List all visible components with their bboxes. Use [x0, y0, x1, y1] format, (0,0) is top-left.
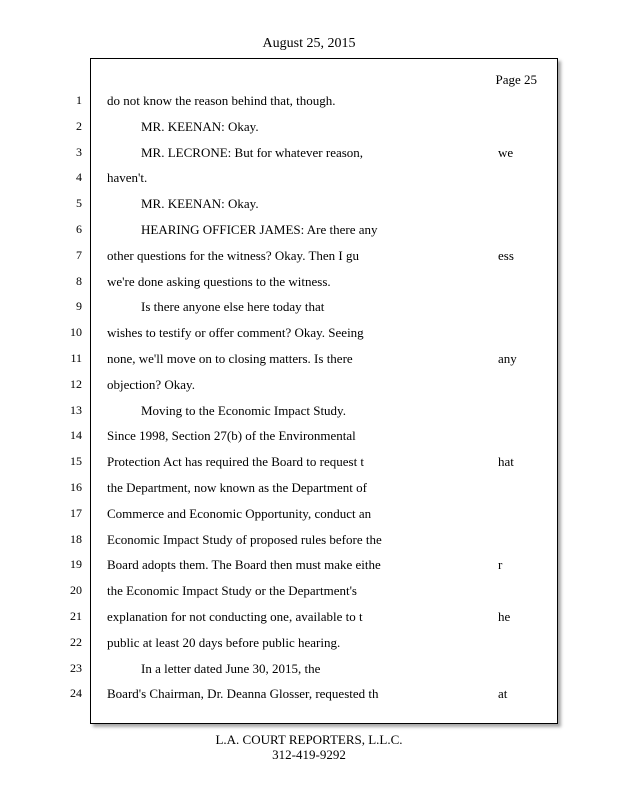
- line-text: Protection Act has required the Board to request t: [107, 454, 365, 470]
- line-number: 19: [70, 557, 82, 572]
- line-text: Commerce and Economic Opportunity, conduct an: [107, 505, 372, 521]
- line-text: other questions for the witness? Okay. Then I gu: [107, 247, 360, 263]
- line-text: Board adopts them. The Board then must make eithe: [107, 557, 381, 573]
- transcript-line: [107, 656, 537, 682]
- transcript-line: [107, 552, 537, 578]
- line-text: do not know the reason behind that, though.: [107, 93, 336, 108]
- line-text: Moving to the Economic Impact Study.: [141, 402, 346, 418]
- transcript-line: [107, 217, 537, 243]
- line-number: 8: [76, 273, 82, 288]
- transcript-line: [107, 140, 537, 166]
- line-text: wishes to testify or offer comment? Okay. Seeing: [107, 325, 364, 341]
- line-number: 15: [70, 454, 82, 469]
- line-number: 22: [70, 634, 82, 649]
- line-text: Since 1998, Section 27(b) of the Environmental: [107, 428, 356, 444]
- transcript-line: [107, 578, 537, 604]
- line-number-column: [0, 88, 82, 707]
- transcript-line: [107, 501, 537, 527]
- transcript-line: [107, 475, 537, 501]
- line-text: none, we'll move on to closing matters. Is there: [107, 350, 353, 366]
- transcript-line: [107, 191, 537, 217]
- line-number: 12: [70, 376, 82, 391]
- line-number: 3: [76, 144, 82, 159]
- footer-company: L.A. COURT REPORTERS, L.L.C.: [215, 732, 403, 747]
- transcript-line: [107, 630, 537, 656]
- line-text: HEARING OFFICER JAMES: Are there any: [141, 221, 378, 237]
- line-text: we're done asking questions to the witness.: [107, 273, 331, 289]
- line-number: 11: [70, 350, 82, 365]
- line-overflow-text: we: [498, 144, 514, 160]
- transcript-line: [107, 346, 537, 372]
- line-number: 4: [76, 170, 82, 185]
- line-number: 23: [70, 660, 82, 675]
- transcript-line: [107, 449, 537, 475]
- transcript-line: [107, 423, 537, 449]
- transcript-line: [107, 88, 537, 114]
- line-number: 1: [76, 93, 82, 107]
- line-number: 24: [70, 686, 82, 701]
- line-overflow-text: he: [498, 608, 511, 624]
- line-text: In a letter dated June 30, 2015, the: [141, 660, 321, 676]
- line-number: 18: [70, 531, 82, 546]
- line-overflow-text: at: [498, 686, 508, 702]
- line-text: MR. KEENAN: Okay.: [141, 196, 259, 212]
- line-text: MR. LECRONE: But for whatever reason,: [141, 144, 364, 160]
- transcript-line: [107, 527, 537, 553]
- line-text: Board's Chairman, Dr. Deanna Glosser, requested th: [107, 686, 379, 702]
- line-number: 7: [76, 247, 82, 262]
- line-overflow-text: hat: [498, 454, 514, 470]
- line-text: MR. KEENAN: Okay.: [141, 118, 259, 134]
- line-number: 6: [76, 221, 82, 236]
- header-date: August 25, 2015: [262, 36, 356, 51]
- line-text: haven't.: [107, 170, 148, 186]
- transcript-line: [107, 681, 537, 707]
- line-number: 10: [70, 325, 82, 340]
- transcript-line: [107, 398, 537, 424]
- line-text: Economic Impact Study of proposed rules before the: [107, 531, 382, 547]
- transcript-lines: [107, 88, 537, 707]
- transcript-line: [107, 243, 537, 269]
- line-number: 13: [70, 402, 82, 417]
- transcript-line: [107, 114, 537, 140]
- line-number: 14: [70, 428, 82, 443]
- line-number: 17: [70, 505, 82, 520]
- line-number: 21: [70, 608, 82, 623]
- transcript-line: [107, 372, 537, 398]
- line-text: public at least 20 days before public hearing.: [107, 634, 341, 650]
- line-text: the Economic Impact Study or the Department's: [107, 583, 357, 599]
- line-text: the Department, now known as the Department of: [107, 479, 367, 495]
- line-number: 9: [76, 299, 82, 314]
- line-text: Is there anyone else here today that: [141, 299, 325, 315]
- line-text: explanation for not conducting one, available to t: [107, 608, 363, 624]
- line-overflow-text: any: [498, 350, 517, 366]
- line-number: 20: [70, 583, 82, 598]
- line-overflow-text: r: [498, 557, 503, 573]
- line-number: 5: [76, 196, 82, 211]
- transcript-line: [107, 165, 537, 191]
- line-number: 2: [76, 118, 82, 133]
- transcript-line: [107, 269, 537, 295]
- page-number: Page 25: [495, 72, 537, 87]
- transcript-line: [107, 294, 537, 320]
- line-number: 16: [70, 479, 82, 494]
- transcript-line: [107, 320, 537, 346]
- line-overflow-text: ess: [498, 247, 514, 263]
- transcript-line: [107, 604, 537, 630]
- line-text: objection? Okay.: [107, 376, 195, 392]
- footer: [0, 732, 618, 762]
- footer-phone: 312-419-9292: [272, 747, 346, 762]
